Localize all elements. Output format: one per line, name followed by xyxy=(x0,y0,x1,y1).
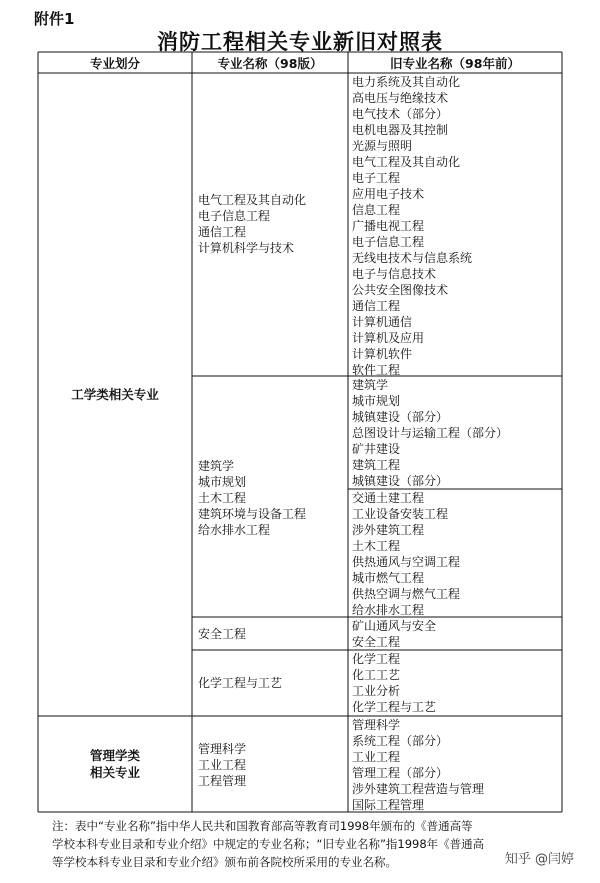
list-item: 给水排水工程 xyxy=(352,603,425,617)
list-item: 矿井建设 xyxy=(352,442,401,456)
old-majors-architecture xyxy=(352,377,562,489)
old-majors-civil xyxy=(352,490,562,618)
new-majors-civil xyxy=(198,458,346,538)
new-majors-electrical xyxy=(198,192,346,256)
footnote-line: 注：表中“专业名称”指中华人民共和国教育部高等教育司1998年颁布的《普通高等 xyxy=(52,819,473,833)
list-item: 矿山通风与安全 xyxy=(352,619,437,633)
list-item: 电子与信息技术 xyxy=(352,267,437,281)
list-item: 计算机通信 xyxy=(352,315,413,329)
list-item: 计算机及应用 xyxy=(352,331,425,345)
list-item: 工程管理 xyxy=(198,774,247,788)
attachment-label: 附件1 xyxy=(34,10,75,28)
category-management-line2: 相关专业 xyxy=(89,765,140,780)
category-management xyxy=(38,716,192,812)
list-item: 城市规划 xyxy=(198,475,247,489)
category-engineering xyxy=(38,73,192,716)
header-old-name: 旧专业名称（98年前） xyxy=(390,56,520,71)
list-item: 涉外建筑工程 xyxy=(352,523,425,537)
list-item: 城市燃气工程 xyxy=(352,571,425,585)
new-majors-chemical xyxy=(198,675,346,691)
list-item: 软件工程 xyxy=(352,363,401,377)
new-majors-safety xyxy=(198,626,346,642)
list-item: 光源与照明 xyxy=(352,139,413,153)
list-item: 城镇建设（部分） xyxy=(352,410,449,424)
footnote-line: 等学校本科专业目录和专业介绍》颁布前各院校所采用的专业名称。 xyxy=(52,855,397,869)
list-item: 总图设计与运输工程（部分） xyxy=(352,426,509,440)
list-item: 土木工程 xyxy=(198,491,247,505)
list-item: 公共安全图像技术 xyxy=(352,283,449,297)
list-item: 建筑工程 xyxy=(352,458,401,472)
list-item: 管理科学 xyxy=(198,742,247,756)
list-item: 供热通风与空调工程 xyxy=(352,555,461,569)
list-item: 建筑学 xyxy=(198,459,235,473)
list-item: 高电压与绝缘技术 xyxy=(352,91,449,105)
list-item: 化学工程 xyxy=(352,652,401,666)
watermark: 知乎 @闫婷 xyxy=(504,852,574,867)
new-majors-management xyxy=(198,741,346,789)
list-item: 城镇建设（部分） xyxy=(352,474,449,488)
list-item: 电子工程 xyxy=(352,171,401,185)
list-item: 电力系统及其自动化 xyxy=(352,75,461,89)
footnote xyxy=(52,817,572,871)
list-item: 电子信息工程 xyxy=(352,235,425,249)
old-majors-management xyxy=(352,717,562,813)
list-item: 化工工艺 xyxy=(352,668,401,682)
list-item: 通信工程 xyxy=(352,299,401,313)
list-item: 系统工程（部分） xyxy=(352,734,449,748)
list-item: 工业工程 xyxy=(352,750,401,764)
list-item: 管理工程（部分） xyxy=(352,766,449,780)
old-majors-electrical xyxy=(352,74,562,378)
list-item: 工业分析 xyxy=(352,684,401,698)
list-item: 安全工程 xyxy=(352,635,401,649)
header-category: 专业划分 xyxy=(89,56,140,71)
category-engineering-label: 工学类相关专业 xyxy=(71,387,159,402)
list-item: 工业工程 xyxy=(198,758,247,772)
list-item: 供热空调与燃气工程 xyxy=(352,587,461,601)
list-item: 涉外建筑工程营造与管理 xyxy=(352,782,485,796)
list-item: 化学工程与工艺 xyxy=(352,700,437,714)
list-item: 电机电器及其控制 xyxy=(352,123,449,137)
list-item: 建筑学 xyxy=(352,378,389,392)
list-item: 电气技术（部分） xyxy=(352,107,449,121)
list-item: 电子信息工程 xyxy=(198,209,271,223)
list-item: 国际工程管理 xyxy=(352,798,425,812)
list-item: 广播电视工程 xyxy=(352,219,425,233)
list-item: 建筑环境与设备工程 xyxy=(198,507,307,521)
page-title: 消防工程相关专业新旧对照表 xyxy=(157,30,443,54)
list-item: 交通土建工程 xyxy=(352,491,425,505)
list-item: 城市规划 xyxy=(352,394,401,408)
list-item: 电气工程及其自动化 xyxy=(352,155,461,169)
old-majors-chemical xyxy=(352,651,562,715)
list-item: 化学工程与工艺 xyxy=(198,676,283,690)
list-item: 电气工程及其自动化 xyxy=(198,193,307,207)
list-item: 安全工程 xyxy=(198,627,247,641)
list-item: 信息工程 xyxy=(352,203,401,217)
list-item: 计算机软件 xyxy=(352,347,413,361)
category-management-line1: 管理学类 xyxy=(89,748,140,763)
list-item: 工业设备安装工程 xyxy=(352,507,449,521)
list-item: 管理科学 xyxy=(352,718,401,732)
list-item: 土木工程 xyxy=(352,539,401,553)
list-item: 给水排水工程 xyxy=(198,523,271,537)
header-new-name: 专业名称（98版） xyxy=(217,56,323,71)
list-item: 通信工程 xyxy=(198,225,247,239)
list-item: 计算机科学与技术 xyxy=(198,241,295,255)
list-item: 应用电子技术 xyxy=(352,187,425,201)
footnote-line: 学校本科专业目录和专业介绍》中规定的专业名称；“旧专业名称”指1998年《普通高 xyxy=(52,837,485,851)
list-item: 无线电技术与信息系统 xyxy=(352,251,473,265)
old-majors-safety xyxy=(352,618,562,650)
